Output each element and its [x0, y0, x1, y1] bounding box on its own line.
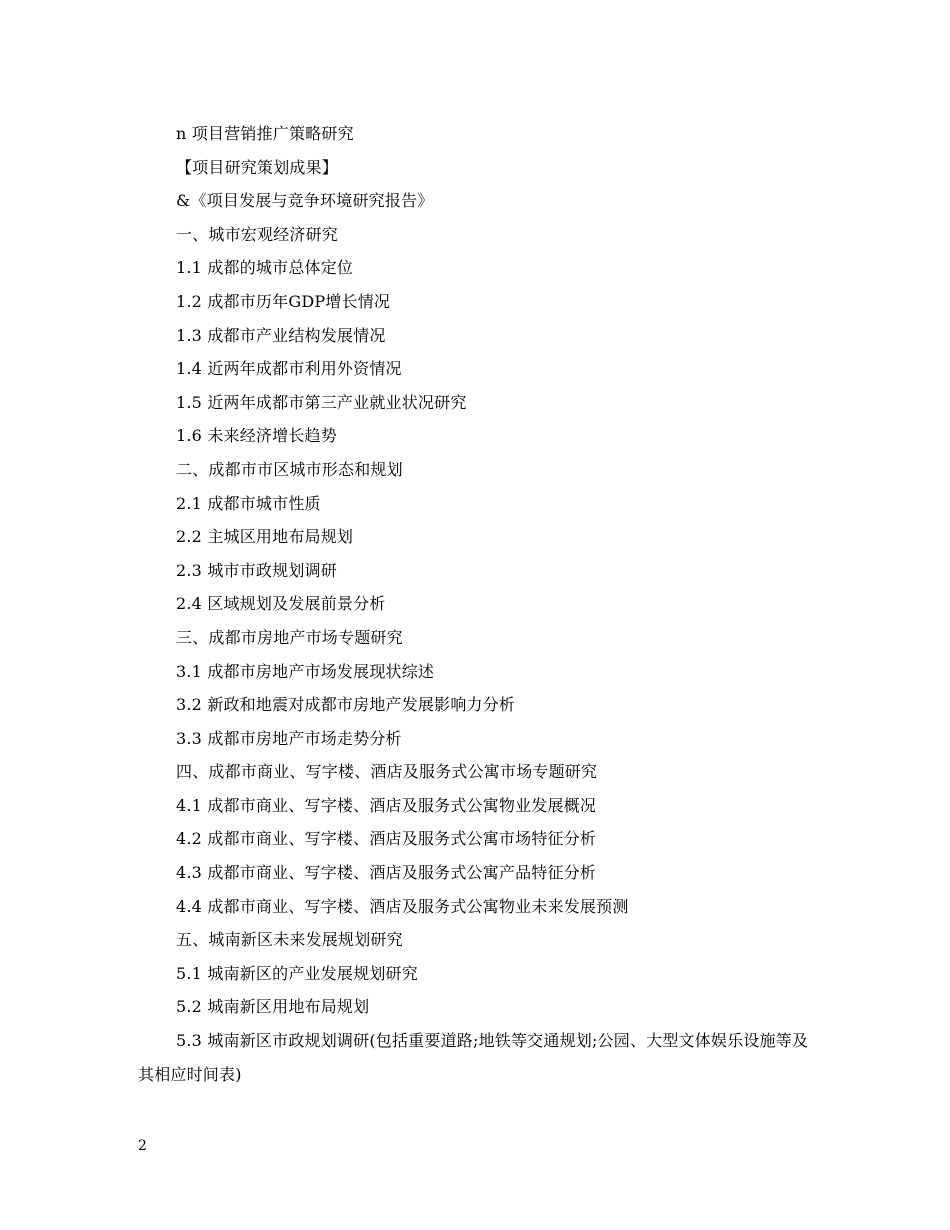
toc-item: 4.1 成都市商业、写字楼、酒店及服务式公寓物业发展概况 — [176, 795, 597, 815]
toc-item: 1.3 成都市产业结构发展情况 — [176, 325, 386, 345]
toc-item: 4.2 成都市商业、写字楼、酒店及服务式公寓市场特征分析 — [176, 829, 597, 849]
toc-item: 4.4 成都市商业、写字楼、酒店及服务式公寓物业未来发展预测 — [176, 896, 629, 916]
toc-item: 4.3 成都市商业、写字楼、酒店及服务式公寓产品特征分析 — [176, 863, 597, 883]
toc-item: 2.2 主城区用地布局规划 — [176, 527, 354, 547]
toc-item: 3.2 新政和地震对成都市房地产发展影响力分析 — [176, 695, 516, 715]
document-body — [138, 117, 818, 1091]
toc-item: 1.1 成都的城市总体定位 — [176, 258, 354, 278]
section-heading: 【项目研究策划成果】 — [176, 157, 339, 177]
toc-item: 1.2 成都市历年GDP增长情况 — [176, 291, 391, 311]
chapter-heading: 二、成都市市区城市形态和规划 — [176, 459, 403, 479]
toc-item: 5.2 城南新区用地布局规划 — [176, 997, 370, 1017]
chapter-heading: 五、城南新区未来发展规划研究 — [176, 930, 403, 950]
toc-item: 2.4 区域规划及发展前景分析 — [176, 594, 386, 614]
chapter-heading: 一、城市宏观经济研究 — [176, 224, 339, 244]
toc-item-wrapped: 5.3 城南新区市政规划调研(包括重要道路;地铁等交通规划;公园、大型文体娱乐设施等及其相应时间表) — [138, 1031, 809, 1084]
toc-item: 2.3 城市市政规划调研 — [176, 560, 337, 580]
chapter-heading: 三、成都市房地产市场专题研究 — [176, 627, 403, 647]
toc-item: 3.1 成都市房地产市场发展现状综述 — [176, 661, 435, 681]
report-title: &《项目发展与竞争环境研究报告》 — [176, 191, 434, 211]
toc-item: 2.1 成都市城市性质 — [176, 493, 321, 513]
toc-item: 1.6 未来经济增长趋势 — [176, 426, 337, 446]
toc-item: 5.1 城南新区的产业发展规划研究 — [176, 963, 418, 983]
toc-item: 1.5 近两年成都市第三产业就业状况研究 — [176, 392, 467, 412]
toc-item: 3.3 成都市房地产市场走势分析 — [176, 728, 402, 748]
page-number: 2 — [138, 1138, 147, 1154]
text-line: n 项目营销推广策略研究 — [176, 124, 354, 143]
chapter-heading: 四、成都市商业、写字楼、酒店及服务式公寓市场专题研究 — [176, 762, 598, 782]
toc-item: 1.4 近两年成都市利用外资情况 — [176, 359, 402, 379]
